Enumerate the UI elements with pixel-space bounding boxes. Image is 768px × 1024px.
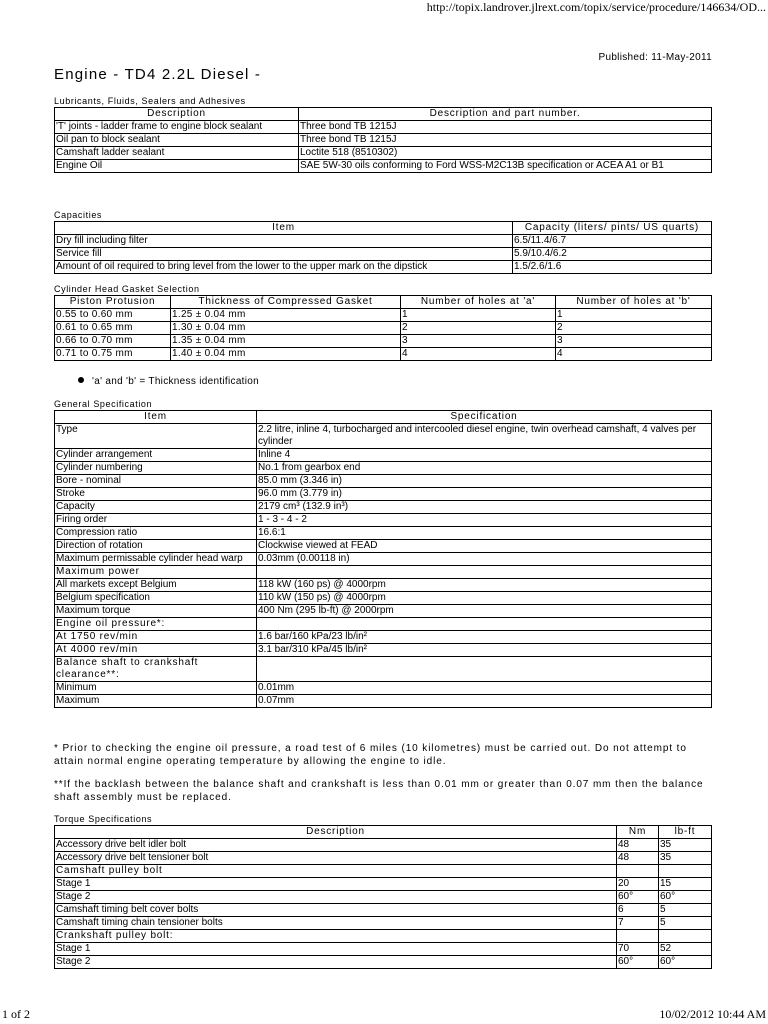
table-cell: 4 bbox=[401, 348, 556, 361]
table-cell: 96.0 mm (3.779 in) bbox=[257, 488, 712, 501]
table-row bbox=[55, 309, 712, 322]
column-header: Nm bbox=[617, 826, 659, 839]
capacities-table bbox=[54, 221, 712, 274]
table-cell: Service fill bbox=[55, 248, 513, 261]
table-cell: Type bbox=[55, 424, 257, 449]
table-cell: 5 bbox=[659, 917, 712, 930]
capacities-label: Capacities bbox=[54, 210, 103, 220]
table-row bbox=[55, 160, 712, 173]
table-row bbox=[55, 424, 712, 449]
table-cell: All markets except Belgium bbox=[55, 579, 257, 592]
torque-table bbox=[54, 825, 712, 969]
table-row bbox=[55, 514, 712, 527]
gasket-label: Cylinder Head Gasket Selection bbox=[54, 284, 200, 294]
table-cell bbox=[659, 930, 712, 943]
table-cell: 5.9/10.4/6.2 bbox=[513, 248, 712, 261]
column-header: lb-ft bbox=[659, 826, 712, 839]
table-cell: Maximum torque bbox=[55, 605, 257, 618]
table-cell: Loctite 518 (8510302) bbox=[299, 147, 712, 160]
table-cell: 1.5/2.6/1.6 bbox=[513, 261, 712, 274]
table-row bbox=[55, 930, 712, 943]
column-header: Item bbox=[55, 411, 257, 424]
table-cell: Camshaft ladder sealant bbox=[55, 147, 299, 160]
table-cell: 1 - 3 - 4 - 2 bbox=[257, 514, 712, 527]
table-row bbox=[55, 449, 712, 462]
table-cell: 0.61 to 0.65 mm bbox=[55, 322, 171, 335]
table-cell: Cylinder numbering bbox=[55, 462, 257, 475]
table-row bbox=[55, 865, 712, 878]
table-row bbox=[55, 462, 712, 475]
table-row bbox=[55, 322, 712, 335]
general-label: General Specification bbox=[54, 399, 153, 409]
column-header: Number of holes at 'a' bbox=[401, 296, 556, 309]
table-cell: Clockwise viewed at FEAD bbox=[257, 540, 712, 553]
print-timestamp: 10/02/2012 10:44 AM bbox=[659, 1007, 766, 1021]
table-cell: 400 Nm (295 lb-ft) @ 2000rpm bbox=[257, 605, 712, 618]
table-cell: Compression ratio bbox=[55, 527, 257, 540]
bullet-icon bbox=[78, 377, 84, 383]
page-url: http://topix.landrover.jlrext.com/topix/service/procedure/146634/OD... bbox=[426, 0, 766, 14]
table-cell: 48 bbox=[617, 839, 659, 852]
table-cell: Amount of oil required to bring level from the lower to the upper mark on the dipstick bbox=[55, 261, 513, 274]
table-cell: 1.40 ± 0.04 mm bbox=[171, 348, 401, 361]
table-cell: 85.0 mm (3.346 in) bbox=[257, 475, 712, 488]
table-cell: Camshaft timing belt cover bolts bbox=[55, 904, 617, 917]
table-cell: Firing order bbox=[55, 514, 257, 527]
table-row bbox=[55, 348, 712, 361]
lubricants-table bbox=[54, 107, 712, 173]
table-row bbox=[55, 147, 712, 160]
table-cell bbox=[617, 865, 659, 878]
column-header: Number of holes at 'b' bbox=[556, 296, 712, 309]
table-cell: 35 bbox=[659, 852, 712, 865]
table-cell: At 1750 rev/min bbox=[55, 631, 257, 644]
table-cell bbox=[257, 566, 712, 579]
table-cell: Dry fill including filter bbox=[55, 235, 513, 248]
table-cell: Maximum permissable cylinder head warp bbox=[55, 553, 257, 566]
table-cell: Crankshaft pulley bolt: bbox=[55, 930, 617, 943]
torque-label: Torque Specifications bbox=[54, 814, 153, 824]
table-cell: Oil pan to block sealant bbox=[55, 134, 299, 147]
gasket-note-text: 'a' and 'b' = Thickness identification bbox=[92, 376, 260, 387]
table-cell: Three bond TB 1215J bbox=[299, 134, 712, 147]
table-cell: 48 bbox=[617, 852, 659, 865]
table-row bbox=[55, 917, 712, 930]
table-cell: Engine Oil bbox=[55, 160, 299, 173]
table-cell bbox=[257, 657, 712, 682]
table-cell: 1.35 ± 0.04 mm bbox=[171, 335, 401, 348]
table-row bbox=[55, 644, 712, 657]
column-header: Thickness of Compressed Gasket bbox=[171, 296, 401, 309]
general-table bbox=[54, 410, 712, 708]
column-header: Specification bbox=[257, 411, 712, 424]
table-header-row bbox=[55, 296, 712, 309]
table-cell: 60° bbox=[659, 891, 712, 904]
table-cell: Three bond TB 1215J bbox=[299, 121, 712, 134]
table-header-row bbox=[55, 411, 712, 424]
gasket-table bbox=[54, 295, 712, 361]
published-date: Published: 11-May-2011 bbox=[598, 52, 712, 63]
column-header: Description bbox=[55, 826, 617, 839]
table-row bbox=[55, 891, 712, 904]
table-cell: 20 bbox=[617, 878, 659, 891]
table-cell: 0.55 to 0.60 mm bbox=[55, 309, 171, 322]
table-cell bbox=[659, 865, 712, 878]
table-row bbox=[55, 904, 712, 917]
table-cell: Balance shaft to crankshaft clearance**: bbox=[55, 657, 257, 682]
table-row bbox=[55, 839, 712, 852]
table-cell: 0.71 to 0.75 mm bbox=[55, 348, 171, 361]
table-cell: 6.5/11.4/6.7 bbox=[513, 235, 712, 248]
table-cell: Stage 1 bbox=[55, 878, 617, 891]
table-cell: 1 bbox=[401, 309, 556, 322]
table-row bbox=[55, 501, 712, 514]
table-row bbox=[55, 553, 712, 566]
table-cell: 60° bbox=[617, 956, 659, 969]
table-cell: 0.07mm bbox=[257, 695, 712, 708]
table-cell: 52 bbox=[659, 943, 712, 956]
table-cell: Cylinder arrangement bbox=[55, 449, 257, 462]
table-cell: Bore - nominal bbox=[55, 475, 257, 488]
table-cell: Camshaft timing chain tensioner bolts bbox=[55, 917, 617, 930]
oil-pressure-note: * Prior to checking the engine oil pressure, a road test of 6 miles (10 kilometres) must be carried out. Do not attempt to attain normal engine operating temperature by allowing the engine to idle. bbox=[54, 743, 687, 767]
table-cell: Stage 1 bbox=[55, 943, 617, 956]
table-cell: Stage 2 bbox=[55, 891, 617, 904]
balance-shaft-note: **If the backlash between the balance shaft and crankshaft is less than 0.01 mm or greater than 0.07 mm then the balance shaft assembly must be replaced. bbox=[54, 779, 704, 803]
table-cell: 118 kW (160 ps) @ 4000rpm bbox=[257, 579, 712, 592]
table-cell: 3.1 bar/310 kPa/45 lb/in² bbox=[257, 644, 712, 657]
table-cell: Inline 4 bbox=[257, 449, 712, 462]
lubricants-label: Lubricants, Fluids, Sealers and Adhesives bbox=[54, 96, 246, 106]
table-header-row bbox=[55, 222, 712, 235]
table-cell: 0.66 to 0.70 mm bbox=[55, 335, 171, 348]
table-cell: Minimum bbox=[55, 682, 257, 695]
table-row bbox=[55, 488, 712, 501]
table-cell: 'T' joints - ladder frame to engine block sealant bbox=[55, 121, 299, 134]
table-row bbox=[55, 248, 712, 261]
table-row bbox=[55, 852, 712, 865]
table-cell: 1.25 ± 0.04 mm bbox=[171, 309, 401, 322]
table-cell: 4 bbox=[556, 348, 712, 361]
table-row bbox=[55, 540, 712, 553]
column-header: Piston Protusion bbox=[55, 296, 171, 309]
table-cell: At 4000 rev/min bbox=[55, 644, 257, 657]
table-cell: Engine oil pressure*: bbox=[55, 618, 257, 631]
table-row bbox=[55, 475, 712, 488]
table-cell: 15 bbox=[659, 878, 712, 891]
table-row bbox=[55, 618, 712, 631]
table-cell: 60° bbox=[659, 956, 712, 969]
table-cell: 3 bbox=[401, 335, 556, 348]
table-row bbox=[55, 878, 712, 891]
table-row bbox=[55, 235, 712, 248]
column-header: Description and part number. bbox=[299, 108, 712, 121]
table-cell: 1 bbox=[556, 309, 712, 322]
column-header: Item bbox=[55, 222, 513, 235]
page-title: Engine - TD4 2.2L Diesel - bbox=[54, 66, 262, 83]
table-cell: Accessory drive belt tensioner bolt bbox=[55, 852, 617, 865]
table-header-row bbox=[55, 826, 712, 839]
table-cell: Belgium specification bbox=[55, 592, 257, 605]
table-cell: Camshaft pulley bolt bbox=[55, 865, 617, 878]
table-header-row bbox=[55, 108, 712, 121]
table-cell: 60° bbox=[617, 891, 659, 904]
table-cell: 7 bbox=[617, 917, 659, 930]
table-cell: 16.6:1 bbox=[257, 527, 712, 540]
table-row bbox=[55, 943, 712, 956]
table-cell: 0.03mm (0.00118 in) bbox=[257, 553, 712, 566]
table-row bbox=[55, 631, 712, 644]
table-cell bbox=[257, 618, 712, 631]
table-row bbox=[55, 527, 712, 540]
table-cell: Stage 2 bbox=[55, 956, 617, 969]
table-cell: Stroke bbox=[55, 488, 257, 501]
table-cell: 35 bbox=[659, 839, 712, 852]
table-row bbox=[55, 579, 712, 592]
table-cell: 2.2 litre, inline 4, turbocharged and intercooled diesel engine, twin overhead camshaft, 4 valves per cylinder bbox=[257, 424, 712, 449]
table-cell: 70 bbox=[617, 943, 659, 956]
table-cell: Maximum power bbox=[55, 566, 257, 579]
table-cell: 1.30 ± 0.04 mm bbox=[171, 322, 401, 335]
table-cell: 0.01mm bbox=[257, 682, 712, 695]
table-cell: Accessory drive belt idler bolt bbox=[55, 839, 617, 852]
table-cell: 1.6 bar/160 kPa/23 lb/in² bbox=[257, 631, 712, 644]
column-header: Capacity (liters/ pints/ US quarts) bbox=[513, 222, 712, 235]
table-cell: 3 bbox=[556, 335, 712, 348]
table-row bbox=[55, 261, 712, 274]
table-row bbox=[55, 605, 712, 618]
table-row bbox=[55, 695, 712, 708]
table-cell: Direction of rotation bbox=[55, 540, 257, 553]
table-row bbox=[55, 121, 712, 134]
table-cell: 2 bbox=[401, 322, 556, 335]
table-row bbox=[55, 657, 712, 682]
table-row bbox=[55, 134, 712, 147]
table-cell: 5 bbox=[659, 904, 712, 917]
table-cell: 2 bbox=[556, 322, 712, 335]
page-number: 1 of 2 bbox=[2, 1007, 30, 1021]
table-cell: No.1 from gearbox end bbox=[257, 462, 712, 475]
gasket-note bbox=[78, 376, 259, 387]
table-cell: Maximum bbox=[55, 695, 257, 708]
table-cell: SAE 5W-30 oils conforming to Ford WSS-M2C13B specification or ACEA A1 or B1 bbox=[299, 160, 712, 173]
table-row bbox=[55, 592, 712, 605]
table-cell: Capacity bbox=[55, 501, 257, 514]
table-row bbox=[55, 956, 712, 969]
table-cell: 6 bbox=[617, 904, 659, 917]
column-header: Description bbox=[55, 108, 299, 121]
table-cell: 110 kW (150 ps) @ 4000rpm bbox=[257, 592, 712, 605]
table-row bbox=[55, 566, 712, 579]
table-row bbox=[55, 682, 712, 695]
table-cell bbox=[617, 930, 659, 943]
table-row bbox=[55, 335, 712, 348]
table-cell: 2179 cm³ (132.9 in³) bbox=[257, 501, 712, 514]
